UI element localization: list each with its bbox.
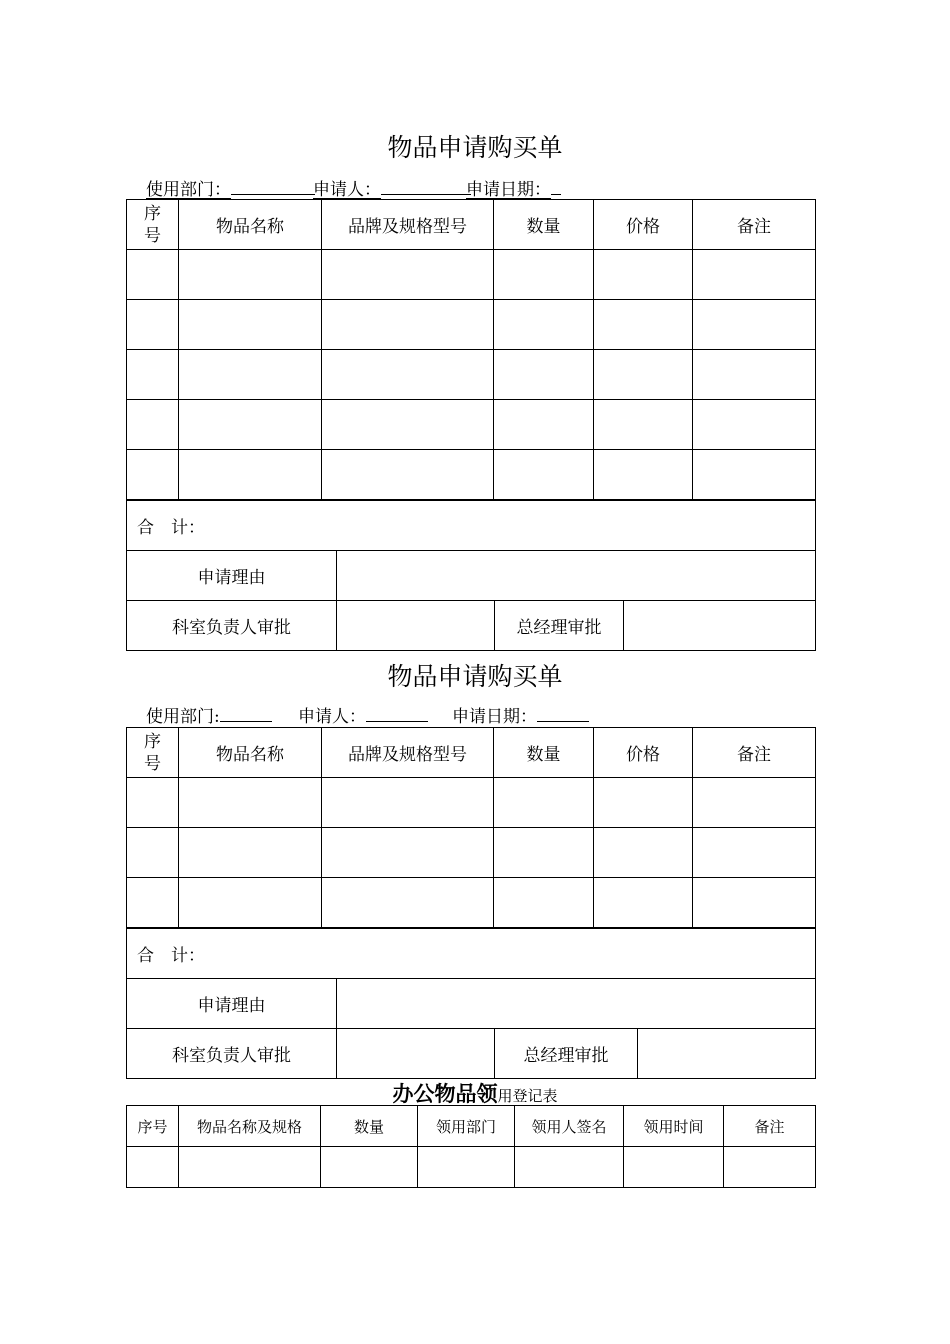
form1-dept-approval-field[interactable] <box>337 601 495 651</box>
form2-dept-label: 使用部门: <box>146 707 220 727</box>
cell[interactable] <box>693 350 816 400</box>
form1-dept-blank[interactable] <box>231 176 315 195</box>
cell[interactable] <box>322 828 494 878</box>
form1-header-row <box>127 200 816 250</box>
form3-header-seq: 序号 <box>127 1106 179 1147</box>
table-row <box>127 250 816 300</box>
form2-footer-table <box>126 928 816 1079</box>
table-row <box>127 1147 816 1188</box>
form1-seq-top: 序 <box>144 203 161 224</box>
form3-header-dept: 领用部门 <box>418 1106 515 1147</box>
cell[interactable] <box>179 400 322 450</box>
cell[interactable] <box>322 878 494 928</box>
table-row <box>127 350 816 400</box>
form3-table <box>126 1105 816 1188</box>
form2-applicant-label: 申请人： <box>298 707 366 727</box>
table-row <box>127 450 816 500</box>
cell[interactable] <box>624 1147 724 1188</box>
cell[interactable] <box>322 450 494 500</box>
form3-header-time: 领用时间 <box>624 1106 724 1147</box>
cell[interactable] <box>693 300 816 350</box>
cell[interactable] <box>179 828 322 878</box>
form2-header-item-name: 物品名称 <box>179 728 322 778</box>
form1-dept-approval-label: 科室负责人审批 <box>127 601 337 651</box>
form1-header-remarks: 备注 <box>693 200 816 250</box>
form2-date-blank[interactable] <box>537 703 589 722</box>
form1-gm-approval-label: 总经理审批 <box>495 601 624 651</box>
form2-seq-bottom: 号 <box>144 753 161 774</box>
form2-dept-wrap <box>146 703 272 728</box>
form1-date-blank[interactable] <box>551 176 561 195</box>
cell[interactable] <box>594 828 693 878</box>
form1-header-seq <box>127 200 179 250</box>
form2-dept-blank[interactable] <box>220 703 272 722</box>
form2-seq-top: 序 <box>144 731 161 752</box>
cell[interactable] <box>127 400 179 450</box>
table-row <box>127 300 816 350</box>
cell[interactable] <box>693 828 816 878</box>
cell[interactable] <box>127 250 179 300</box>
form2-total-label: 合 计： <box>127 929 816 979</box>
cell[interactable] <box>724 1147 816 1188</box>
form1-table <box>126 199 816 500</box>
cell[interactable] <box>322 300 494 350</box>
form1-total-label: 合 计： <box>127 501 816 551</box>
form1-header-brand-spec: 品牌及规格型号 <box>322 200 494 250</box>
cell[interactable] <box>127 300 179 350</box>
cell[interactable] <box>693 878 816 928</box>
form2-applicant-wrap <box>298 703 428 728</box>
form1-approval-row <box>127 601 816 651</box>
cell[interactable] <box>179 300 322 350</box>
cell[interactable] <box>494 778 594 828</box>
form2-reason-field[interactable] <box>337 979 816 1029</box>
cell[interactable] <box>179 250 322 300</box>
form1-date-wrap <box>466 176 561 201</box>
form2-table <box>126 727 816 928</box>
cell[interactable] <box>594 350 693 400</box>
form1-footer-table <box>126 500 816 651</box>
cell[interactable] <box>127 778 179 828</box>
cell[interactable] <box>494 450 594 500</box>
cell[interactable] <box>693 450 816 500</box>
form2-header-seq <box>127 728 179 778</box>
form2-header-row <box>127 728 816 778</box>
form3-title-small: 用登记表 <box>497 1087 558 1105</box>
cell[interactable] <box>322 400 494 450</box>
form2-header-price: 价格 <box>594 728 693 778</box>
form1-header-price: 价格 <box>594 200 693 250</box>
cell[interactable] <box>127 350 179 400</box>
cell[interactable] <box>494 400 594 450</box>
cell[interactable] <box>418 1147 515 1188</box>
form1-reason-row <box>127 551 816 601</box>
form1-applicant-blank[interactable] <box>381 176 471 195</box>
form2-date-wrap <box>452 703 589 728</box>
table-row <box>127 400 816 450</box>
form3-header-row <box>127 1106 816 1147</box>
table-row <box>127 878 816 928</box>
form2-applicant-blank[interactable] <box>366 703 428 722</box>
cell[interactable] <box>322 778 494 828</box>
cell[interactable] <box>179 878 322 928</box>
cell[interactable] <box>179 778 322 828</box>
form2-total-row <box>127 929 816 979</box>
cell[interactable] <box>179 450 322 500</box>
form1-header-item-name: 物品名称 <box>179 200 322 250</box>
cell[interactable] <box>179 350 322 400</box>
form1-reason-field[interactable] <box>337 551 816 601</box>
form2-approval-row <box>127 1029 816 1079</box>
form1-meta-line <box>146 176 315 201</box>
form3-header-remarks: 备注 <box>724 1106 816 1147</box>
cell[interactable] <box>179 1147 321 1188</box>
cell[interactable] <box>127 1147 179 1188</box>
cell[interactable] <box>494 250 594 300</box>
cell[interactable] <box>594 778 693 828</box>
form1-gm-approval-field[interactable] <box>624 601 816 651</box>
form1-total-row <box>127 501 816 551</box>
cell[interactable] <box>494 878 594 928</box>
form3-header-item-spec: 物品名称及规格 <box>179 1106 321 1147</box>
cell[interactable] <box>693 250 816 300</box>
form1-seq-bottom: 号 <box>144 225 161 246</box>
cell[interactable] <box>494 828 594 878</box>
form2-gm-approval-label: 总经理审批 <box>495 1029 638 1079</box>
form2-reason-label: 申请理由 <box>127 979 337 1029</box>
form2-gm-approval-field[interactable] <box>638 1029 816 1079</box>
cell[interactable] <box>594 878 693 928</box>
cell[interactable] <box>494 300 594 350</box>
form1-reason-label: 申请理由 <box>127 551 337 601</box>
cell[interactable] <box>693 400 816 450</box>
form2-dept-approval-label: 科室负责人审批 <box>127 1029 337 1079</box>
cell[interactable] <box>322 250 494 300</box>
form2-header-remarks: 备注 <box>693 728 816 778</box>
form2-title: 物品申请购买单 <box>387 662 563 691</box>
form3-title-big: 办公物品领 <box>392 1081 498 1106</box>
form1-title: 物品申请购买单 <box>387 133 563 162</box>
cell[interactable] <box>127 878 179 928</box>
form1-applicant-label: 申请人： <box>313 180 381 200</box>
form1-applicant-wrap <box>313 176 471 201</box>
table-row <box>127 828 816 878</box>
form3-header-signature: 领用人签名 <box>515 1106 624 1147</box>
cell[interactable] <box>322 350 494 400</box>
cell[interactable] <box>321 1147 418 1188</box>
cell[interactable] <box>515 1147 624 1188</box>
form2-date-label: 申请日期： <box>452 707 537 727</box>
cell[interactable] <box>127 828 179 878</box>
form2-reason-row <box>127 979 816 1029</box>
cell[interactable] <box>693 778 816 828</box>
form2-header-quantity: 数量 <box>494 728 594 778</box>
table-row <box>127 778 816 828</box>
form1-dept-label: 使用部门： <box>146 180 231 200</box>
cell[interactable] <box>594 400 693 450</box>
form3-header-quantity: 数量 <box>321 1106 418 1147</box>
cell[interactable] <box>594 450 693 500</box>
form1-date-label: 申请日期： <box>466 180 551 200</box>
form2-header-brand-spec: 品牌及规格型号 <box>322 728 494 778</box>
form2-dept-approval-field[interactable] <box>337 1029 495 1079</box>
cell[interactable] <box>127 450 179 500</box>
cell[interactable] <box>594 250 693 300</box>
cell[interactable] <box>594 300 693 350</box>
cell[interactable] <box>494 350 594 400</box>
form1-header-quantity: 数量 <box>494 200 594 250</box>
